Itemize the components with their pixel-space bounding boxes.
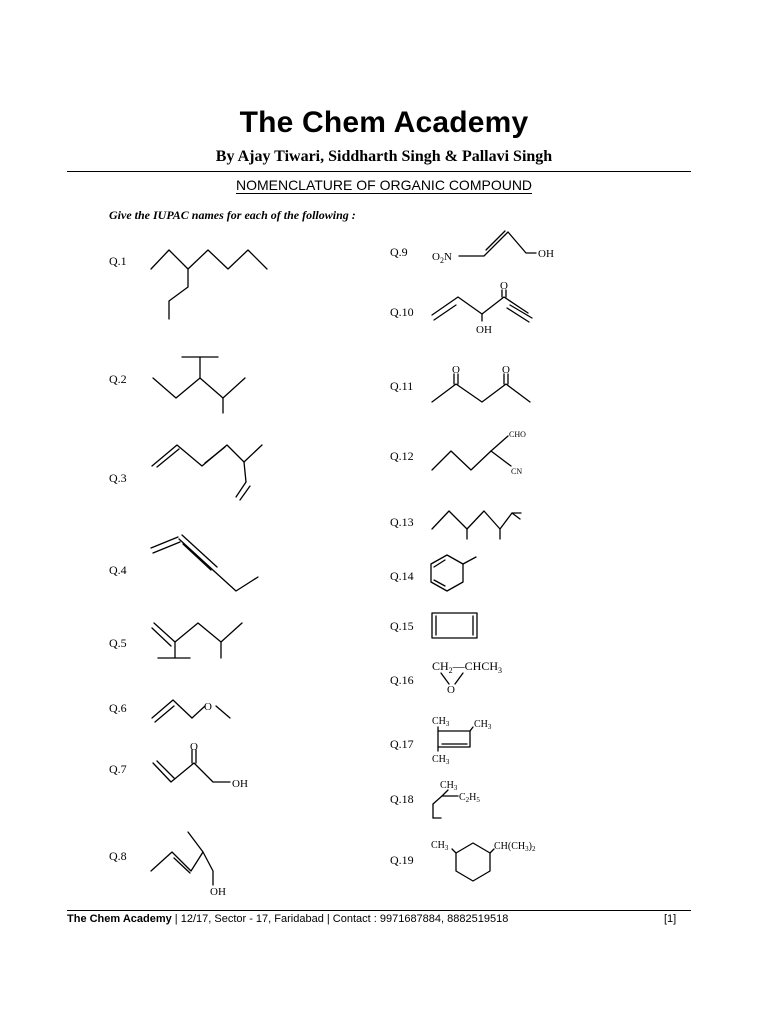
q18-sub5: 5	[476, 796, 480, 804]
q19-isopropyl	[494, 841, 536, 853]
q17-ch-a: CH	[432, 716, 446, 727]
q9-no2-n: N	[443, 251, 452, 263]
page-title: The Chem Academy	[239, 106, 529, 139]
q4-label: Q.4	[109, 563, 127, 577]
q17-ch3-topright	[474, 719, 492, 731]
q18-label: Q.18	[390, 792, 414, 806]
q17-sub-a: 3	[445, 720, 450, 728]
q9-no2-o: O	[432, 251, 440, 263]
q2-label: Q.2	[109, 372, 127, 386]
q10-label: Q.10	[390, 305, 414, 319]
q12-cn: CN	[511, 467, 523, 476]
q17-sub-c: 3	[445, 758, 450, 766]
q9-label: Q.9	[390, 245, 408, 259]
footer-divider	[67, 910, 691, 911]
q1-label: Q.1	[109, 254, 127, 268]
q6-structure	[152, 700, 230, 722]
q19-sub3: 3	[444, 844, 449, 852]
q7-oh: OH	[232, 778, 248, 790]
q12-structure	[432, 436, 511, 470]
q17-structure	[438, 727, 473, 751]
q18-c: C	[459, 792, 466, 803]
q9-no2-sub: 2	[439, 256, 444, 265]
q10-oh: OH	[476, 324, 492, 336]
q14-structure	[431, 555, 476, 591]
q15-structure	[432, 613, 477, 638]
authors-line: By Ajay Tiwari, Siddharth Singh & Pallavi Singh	[215, 148, 553, 165]
page-number: [1]	[664, 913, 677, 925]
q18-h: H	[469, 792, 477, 803]
q1-structure	[151, 250, 267, 319]
q17-ch3-bottom	[432, 754, 450, 766]
q8-oh: OH	[210, 886, 226, 898]
q4-structure	[151, 535, 258, 591]
q7-label: Q.7	[109, 762, 127, 776]
q18-sub3: 3	[453, 784, 458, 792]
q11-structure	[432, 374, 530, 402]
q9-structure	[459, 231, 536, 256]
q5-label: Q.5	[109, 636, 127, 650]
q15-label: Q.15	[390, 619, 414, 633]
instruction-text: Give the IUPAC names for each of the following :	[109, 208, 356, 222]
q14-label: Q.14	[390, 569, 414, 583]
q3-label: Q.3	[109, 471, 127, 485]
q18-ch: CH	[440, 780, 454, 791]
q13-structure	[432, 511, 521, 539]
footer-brand: The Chem Academy	[67, 913, 172, 925]
q3-structure	[152, 445, 262, 500]
q19-right-close: )	[528, 841, 532, 852]
q18-sub2: 2	[465, 796, 470, 804]
q12-cho: CHO	[509, 430, 526, 439]
q10-carbonyl-o: O	[500, 280, 508, 292]
q6-oxygen: O	[204, 701, 212, 713]
q8-structure	[151, 832, 213, 885]
q11-o2: O	[502, 364, 510, 376]
q17-label: Q.17	[390, 737, 414, 751]
q9-oh: OH	[538, 248, 554, 260]
q19-right-sub2: 2	[531, 845, 536, 853]
q13-label: Q.13	[390, 515, 414, 529]
q19-right-sub: 3	[525, 845, 529, 853]
q16-label: Q.16	[390, 673, 414, 687]
q5-structure	[152, 623, 242, 658]
q19-right: CH(CH	[494, 841, 526, 852]
q17-ch-b: CH	[474, 719, 488, 730]
q18-c2h5	[459, 792, 480, 804]
q16-formula	[432, 659, 502, 675]
q2-structure	[153, 357, 245, 413]
footer	[67, 913, 508, 925]
q16-rest: —CHCH	[452, 659, 499, 673]
q19-ch: CH	[431, 840, 445, 851]
q18-ch3	[440, 780, 458, 792]
q19-label: Q.19	[390, 853, 414, 867]
q12-label: Q.12	[390, 449, 414, 463]
q8-label: Q.8	[109, 849, 127, 863]
q7-structure	[153, 750, 230, 782]
q6-label: Q.6	[109, 701, 127, 715]
q16-sub3: 3	[498, 666, 503, 675]
q19-structure	[452, 843, 494, 881]
q18-structure	[433, 790, 458, 818]
footer-address: | 12/17, Sector - 17, Faridabad | Contact : 9971687884, 8882519518	[171, 913, 509, 925]
q17-ch-c: CH	[432, 754, 446, 765]
q19-ch3	[431, 840, 449, 852]
q7-carbonyl-o: O	[190, 741, 198, 753]
q9-no2	[432, 251, 452, 265]
q17-sub-b: 3	[487, 723, 492, 731]
q16-oxygen: O	[447, 684, 455, 696]
q16-ch: CH	[432, 659, 449, 673]
q16-sub2: 2	[448, 666, 453, 675]
q17-ch3-topleft	[432, 716, 450, 728]
q11-o1: O	[452, 364, 460, 376]
subtitle-text: NOMENCLATURE OF ORGANIC COMPOUND	[235, 177, 533, 193]
q11-label: Q.11	[390, 379, 414, 393]
q10-structure	[432, 290, 532, 322]
